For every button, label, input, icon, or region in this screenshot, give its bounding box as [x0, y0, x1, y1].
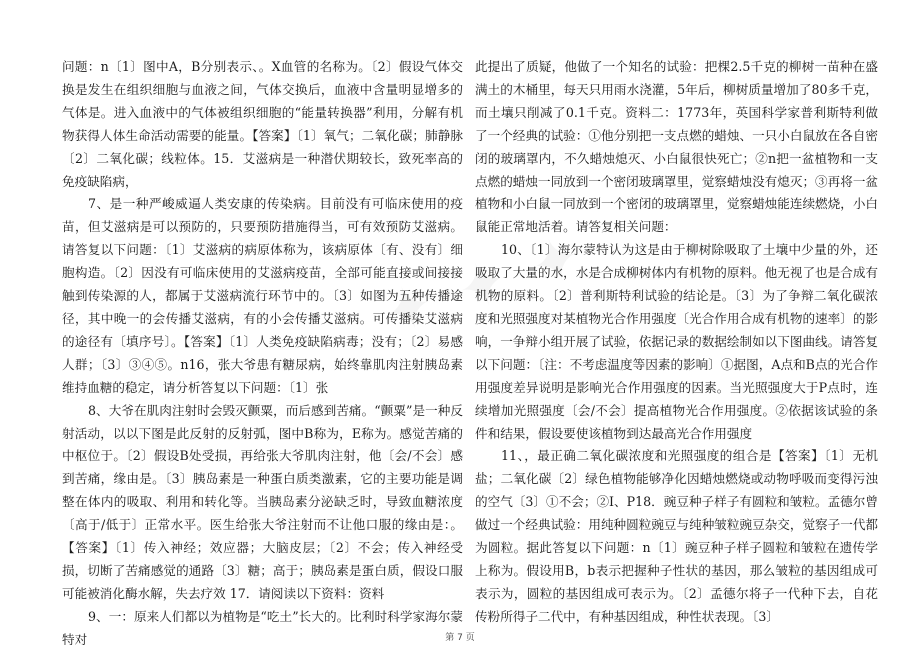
paragraph: 11、，最正确二氧化碳浓度和光照强度的组合是【答案】〔1〕无机盐；二氧化碳〔2〕绿色植物能够净化因蜡烛燃烧或动物呼吸而变得污浊的空气〔3〕①不会；②Ⅰ、P18．豌豆种子样子有圆粒和皱粒。孟德尔曾做过一个经典试验：用纯种圆粒豌豆与纯种皱粒豌豆杂交，觉察子一代都为圆粒。据此答复以下问题：n〔1〕豌豆种子样子圆粒和皱粒在遗传学上称为。假设用B，b表示把握种子性状的基因，那么皱粒的基因组成可表示为，圆粒的基因组成可表示为。〔2〕孟德尔将子一代种下去，自花传粉所得子二代中，有种基因组成，种性状表现。〔3〕: [475, 448, 878, 624]
page-footer: 第 7 页: [445, 633, 475, 643]
paragraph: 9、一：原来人们都以为植物是“吃土”长大的。比利时科学家海尔蒙特对: [62, 608, 463, 647]
right-column: [475, 56, 878, 629]
paragraph: 8、大爷在肌肉注射时会毁灭颤粟，而后感到苦痛。“颤粟”是一种反射活动，以以下图是此反射的反射弧，图中B称为，E称为。感觉苦痛的中枢位于。〔2〕假设B处受损，再给张大爷肌肉注射，他〔会/不会〕感到苦痛，缘由是。〔3〕胰岛素是一种蛋白质类激素，它的主要功能是调整在体内的吸取、利用和转化等。当胰岛素分泌缺乏时，导致血糖浓度〔高于/低于〕正常水平。医生给张大爷注射而不让他口服的缘由是：。【答案】〔1〕传入神经；效应器；大脑皮层；〔2〕不会；传入神经受损，切断了苦痛感觉的通路〔3〕糖；高于；胰岛素是蛋白质，假设口服可能被消化酶水解，失去疗效 17．请阅读以下资料：资料: [62, 402, 463, 601]
paragraph: 问题：n〔1〕图中A，B分别表示、。X血管的名称为。〔2〕假设气体交换是发生在组织细胞与血液之间，气体交换后，血液中含量明显增多的气体是。进入血液中的气体被组织细胞的“能量转换器”利用，分解有机物获得人体生命活动需要的能量。【答案】〔1〕氧气；二氧化碳；肺静脉〔2〕二氧化碳；线粒体。15．艾滋病是一种潜伏期较长，致死率高的免疫缺陷病，: [62, 59, 463, 189]
paragraph: 7、是一种严峻威逼人类安康的传染病。目前没有可临床使用的疫苗，但艾滋病是可以预防的，只要预防措施得当，可有效预防艾滋病。请答复以下问题：〔1〕艾滋病的病原体称为，该病原体〔有、没有〕细胞构造。〔2〕因没有可临床使用的艾滋病疫苗，全部可能直接或间接接触到传染源的人，都属于艾滋病流行环节中的。〔3〕如图为五种传播途径，其中晚一的会传播艾滋病，有的小会传播艾滋病。可传播染艾滋病的途径有〔填序号〕。【答案】〔1〕人类免疫缺陷病毒；没有；〔2〕易感人群；〔3〕③④⑤。n16，张大爷患有糖尿病，始终靠肌肉注射胰岛素维持血糖的稳定，请分析答复以下问题：〔1〕张: [62, 196, 463, 395]
paragraph: 此提出了质疑，他做了一个知名的试验：把棵2.5千克的柳树一苗种在盛满土的木桶里，每天只用雨水浇灌，5年后，柳树质量增加了80多千克，而土壤只削减了0.1千克。资料二：1773年，英国科学家普利斯特利做了一个经典的试验：①他分别把一支点燃的蜡烛、一只小白鼠放在各自密闭的玻璃罩内，不久蜡烛熄灭、小白鼠很快死亡；②n把一盆植物和一支点燃的蜡烛一同放到一个密闭玻璃罩里，觉察蜡烛没有熄灭；③再将一盆植物和小白鼠一同放到一个密闭的玻璃罩里，觉察蜡烛能连续燃烧，小白鼠能正常地活着。请答复相关问题：: [475, 59, 878, 235]
left-column: [62, 56, 463, 652]
paragraph: 10、〔1〕海尔蒙特认为这是由于柳树除吸取了土壤中少量的外，还吸取了大量的水，水是合成柳树体内有机物的原料。他无视了也是合成有机物的原料。〔2〕普利斯特利试验的结论是。〔3〕为了争辩二氧化碳浓度和光照强度对某植物光合作用强度〔光合作用合成有机物的速率〕的影响，一争辩小组开展了试验，依据记录的数据绘制如以下图曲线。请答复以下问题：〔注：不考虑温度等因素的影响〕①据图，A点和B点的光合作用强度差异说明是影响光合作用强度的因素。当光照强度大于P点时，连续增加光照强度〔会/不会〕提高植物光合作用强度。②依据该试验的条件和结果，假设要使该植物到达最高光合作用强度: [475, 242, 878, 441]
